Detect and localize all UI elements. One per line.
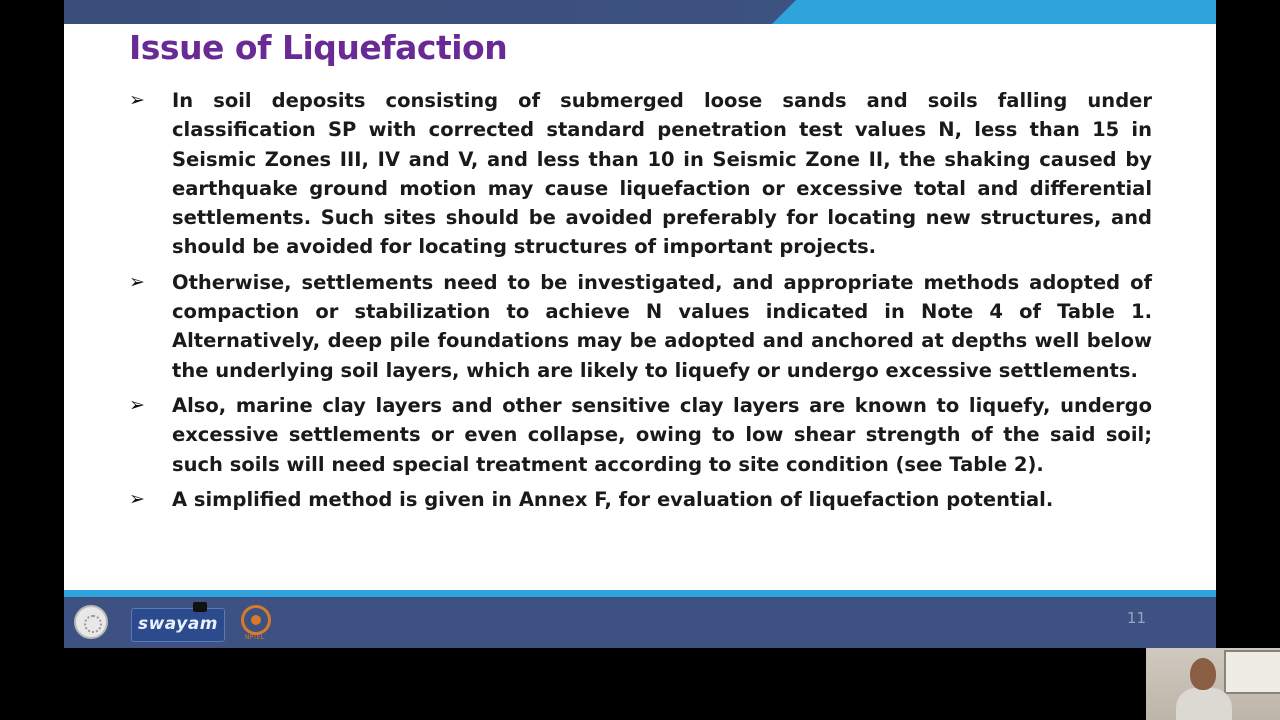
swayam-logo: swayam (131, 608, 225, 642)
bullet-text: Otherwise, settlements need to be investigated, and appropriate methods adopted of compaction or stabilization to achieve N values indicated in Note 4 of Table 1. Alternatively, deep pile foundations may be adopted and anchored at depths well below the underlying soil layers, which are likely to liquefy or undergo excessive settlements. (172, 270, 1152, 382)
bullet-list (128, 86, 1152, 520)
webcam-background-window (1224, 650, 1280, 694)
presentation-slide (64, 0, 1216, 648)
footer-accent-line (64, 590, 1216, 597)
slide-page-number: 11 (1126, 609, 1146, 627)
footer-band (64, 590, 1216, 648)
bullet-item (128, 86, 1152, 262)
graduation-cap-icon (193, 602, 207, 612)
bullet-text: In soil deposits consisting of submerged loose sands and soils falling under classification SP with corrected standard penetration test values N, less than 15 in Seismic Zones III, IV and V, and less than 10 in Seismic Zone II, the shaking caused by earthquake ground motion may cause liquefaction or excessive total and differential settlements. Such sites should be avoided preferably for locating new structures, and should be avoided for locating structures of important projects. (172, 89, 1152, 259)
bullet-item (128, 268, 1152, 385)
presenter-webcam (1146, 648, 1280, 720)
institute-emblem-icon (74, 605, 108, 639)
slide-title: Issue of Liquefaction (129, 28, 508, 67)
nptel-logo-text: NPTEL (245, 634, 264, 641)
arrow-bullet-icon: ➢ (129, 89, 145, 111)
arrow-bullet-icon: ➢ (129, 393, 145, 416)
arrow-bullet-icon: ➢ (129, 270, 145, 293)
bullet-text: Also, marine clay layers and other sensitive clay layers are known to liquefy, undergo excessive settlements or even collapse, owing to low shear strength of the said soil; such soils will need special treatment according to site condition (see Table 2). (172, 393, 1152, 476)
presenter-body (1176, 688, 1232, 720)
top-accent-bar (772, 0, 1216, 24)
nptel-logo-icon (241, 605, 271, 635)
bullet-item (128, 391, 1152, 479)
bullet-text: A simplified method is given in Annex F, for evaluation of liquefaction potential. (172, 487, 1054, 511)
presenter-head (1190, 658, 1216, 690)
bullet-item (128, 485, 1152, 514)
arrow-bullet-icon: ➢ (129, 487, 145, 510)
